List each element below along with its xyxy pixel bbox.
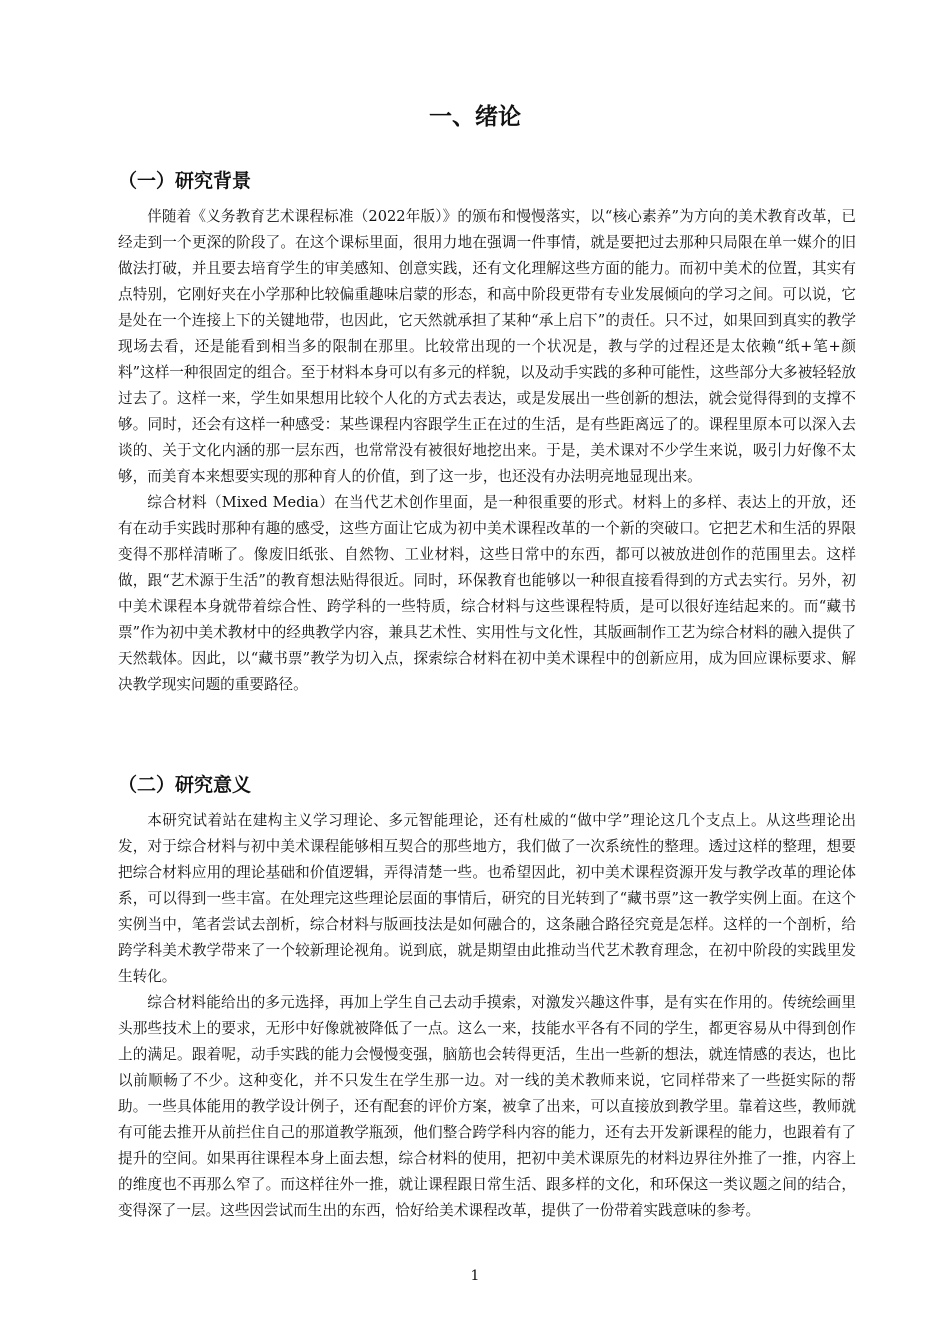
paragraph: 伴随着《义务教育艺术课程标准（2022年版）》的颁布和慢慢落实，以“核心素养”为方向的美术教育改革，已经走到一个更深的阶段了。在这个课标里面，很用力地在强调一件事情，就是要把过去那种只局限在单一媒介的旧做法打破，并且要去培育学生的审美感知、创意实践，还有文化理解这些方面的能力。而初中美术的位置，其实有点特别，它刚好夹在小学那种比较偏重趣味启蒙的形态，和高中阶段更带有专业发展倾向的学习之间。可以说，它是处在一个连接上下的关键地带，也因此，它天然就承担了某种“承上启下”的责任。只不过，如果回到真实的教学现场去看，还是能看到相当多的限制在那里。比较常出现的一个状况是，教与学的过程还是太依赖“纸+笔+颜料”这样一种很固定的组合。至于材料本身可以有多元的样貌，以及动手实践的多种可能性，这些部分大多被轻轻放过去了。这样一来，学生如果想用比较个人化的方式去表达，或是发展出一些创新的想法，就会觉得得到的支撑不够。同时，还会有这样一种感受：某些课程内容跟学生正在过的生活，是有些距离远了的。课程里原本可以深入去谈的、关于文化内涵的那一层东西，也常常没有被很好地挖出来。于是，美术课对不少学生来说，吸引力好像不太够，而美育本来想要实现的那种育人的价值，到了这一步，也还没有办法明亮地显现出来。 <box>118 208 856 485</box>
paragraph: 综合材料（Mixed Media）在当代艺术创作里面，是一种很重要的形式。材料上的多样、表达上的开放，还有在动手实践时那种有趣的感受，这些方面让它成为初中美术课程改革的一个新的突破口。它把艺术和生活的界限变得不那样清晰了。像废旧纸张、自然物、工业材料，这些日常中的东西，都可以被放进创作的范围里去。这样做，跟“艺术源于生活”的教育想法贴得很近。同时，环保教育也能够以一种很直接看得到的方式去实行。另外，初中美术课程本身就带着综合性、跨学科的一些特质，综合材料与这些课程特质，是可以很好连结起来的。而“藏书票”作为初中美术教材中的经典教学内容，兼具艺术性、实用性与文化性，其版画制作工艺为综合材料的融入提供了天然载体。因此，以“藏书票”教学为切入点，探索综合材料在初中美术课程中的创新应用，成为回应课标要求、解决教学现实问题的重要路径。 <box>118 494 856 693</box>
chapter-title: 一、绪论 <box>429 104 521 130</box>
page-number: 1 <box>470 1268 480 1284</box>
section-research-significance <box>118 770 856 1224</box>
paragraph: 综合材料能给出的多元选择，再加上学生自己去动手摸索，对激发兴趣这件事，是有实在作用的。传统绘画里头那些技术上的要求，无形中好像就被降低了一点。这么一来，技能水平各有不同的学生，都更容易从中得到创作上的满足。跟着呢，动手实践的能力会慢慢变强，脑筋也会转得更活，生出一些新的想法，就连情感的表达，也比以前顺畅了不少。这种变化，并不只发生在学生那一边。对一线的美术教师来说，它同样带来了一些挺实际的帮助。一些具体能用的教学设计例子，还有配套的评价方案，被拿了出来，可以直接放到教学里。靠着这些，教师就有可能去推开从前拦住自己的那道教学瓶颈，他们整合跨学科内容的能力，还有去开发新课程的能力，也跟着有了提升的空间。如果再往课程本身上面去想，综合材料的使用，把初中美术课原先的材料边界往外推了一推，内容上的维度也不再那么窄了。而这样往外一推，就让课程跟日常生活、跟多样的文化，和环保这一类议题之间的结合，变得深了一层。这些因尝试而生出的东西，恰好给美术课程改革，提供了一份带着实践意味的参考。 <box>118 994 856 1219</box>
section-heading: （一）研究背景 <box>118 170 252 192</box>
section-heading: （二）研究意义 <box>118 774 252 796</box>
paragraph: 本研究试着站在建构主义学习理论、多元智能理论，还有杜威的“做中学”理论这几个支点上。从这些理论出发，对于综合材料与初中美术课程能够相互契合的那些地方，我们做了一次系统性的整理。透过这样的整理，想要把综合材料应用的理论基础和价值逻辑，弄得清楚一些。也希望因此，初中美术课程资源开发与教学改革的理论体系，可以得到一些丰富。在处理完这些理论层面的事情后，研究的目光转到了“藏书票”这一教学实例上面。在这个实例当中，笔者尝试去剖析，综合材料与版画技法是如何融合的，这条融合路径究竟是怎样。这样的一个剖析，给跨学科美术教学带来了一个较新理论视角。说到底，就是期望由此推动当代艺术教育理念，在初中阶段的实践里发生转化。 <box>118 812 856 985</box>
section-research-background <box>118 166 856 698</box>
